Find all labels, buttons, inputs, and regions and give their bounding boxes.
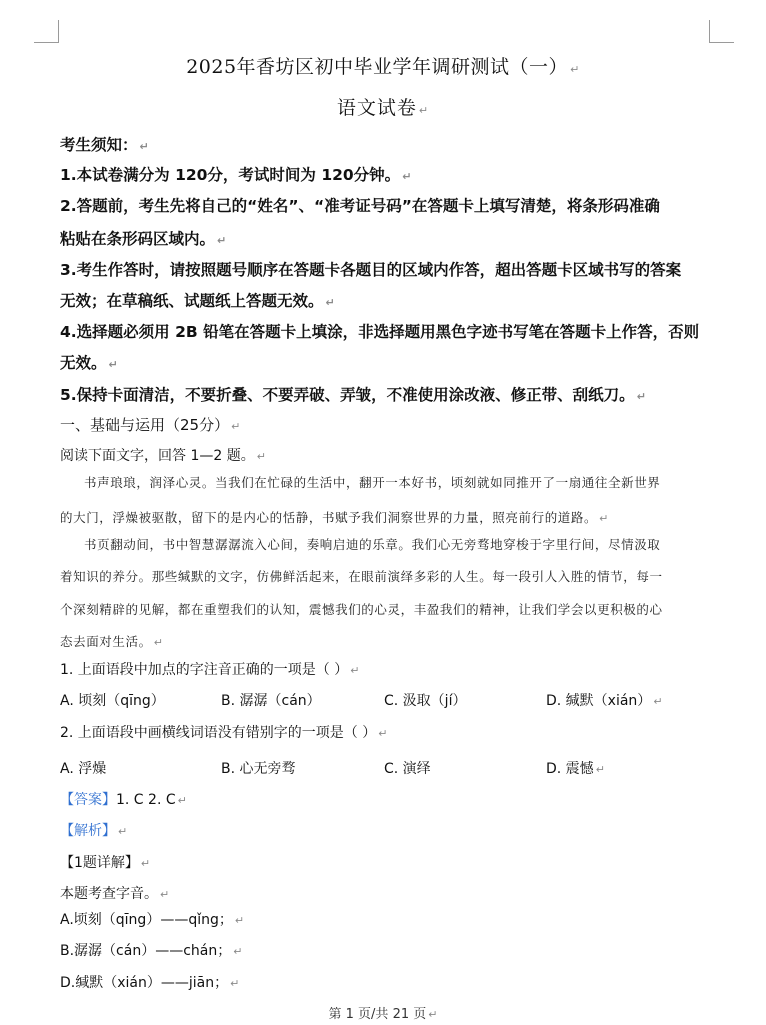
exam-title: 2025年香坊区初中毕业学年调研测试（一） ↵	[186, 56, 580, 78]
question-option: C. 汲取（jí）	[384, 693, 467, 709]
passage-line: 个深刻精辟的见解，都在重塑我们的认知，震憾我们的心灵，丰盈我们的精神，让我们学会以更积极的心	[60, 602, 663, 617]
notice-item: 无效；在草稿纸、试题纸上答题无效。 ↵	[60, 292, 335, 310]
analysis-line: B.潺潺（cán）——chán； ↵	[60, 943, 243, 959]
section-heading: 一、基础与运用（25分） ↵	[60, 416, 241, 434]
passage-line: 的大门，浮燥被驱散，留下的是内心的恬静，书赋予我们洞察世界的力量，照亮前行的道路。 ↵	[60, 510, 609, 525]
notice-item: 无效。 ↵	[60, 354, 118, 372]
question-option: B. 潺潺（cán）	[221, 693, 321, 709]
passage-line: 态去面对生活。 ↵	[60, 634, 164, 649]
question-option: C. 演绎	[384, 761, 431, 777]
reading-instruction: 阅读下面文字，回答 1—2 题。 ↵	[60, 448, 266, 464]
notice-item: 4.选择题必须用 2B 铅笔在答题卡上填涂，非选择题用黑色字迹书写笔在答题卡上作答，否则	[60, 323, 700, 341]
question-stem: 1. 上面语段中加点的字注音正确的一项是（ ） ↵	[60, 662, 360, 678]
question-stem: 2. 上面语段中画横线词语没有错别字的一项是（ ） ↵	[60, 725, 388, 741]
question-option: D. 震憾 ↵	[546, 761, 605, 777]
notice-item: 2.答题前，考生先将自己的“姓名”、“准考证号码”在答题卡上填写清楚，将条形码准确	[60, 197, 660, 215]
question-option: A. 顷刻（qīng）	[60, 693, 165, 709]
notice-heading: 考生须知： ↵	[60, 136, 149, 154]
question-option: B. 心无旁骛	[221, 761, 296, 777]
question-option: A. 浮燥	[60, 761, 107, 777]
analysis-label: 【解析】 ↵	[60, 823, 128, 839]
page-footer: 第 1 页/共 21 页 ↵	[328, 1007, 438, 1022]
passage-line: 着知识的养分。那些缄默的文字，仿佛鲜活起来，在眼前演绎多彩的人生。每一段引人入胜的情节，每一	[60, 569, 663, 584]
passage-line: 书页翻动间，书中智慧潺潺流入心间，奏响启迪的乐章。我们心无旁骛地穿梭于字里行间，尽情汲取	[84, 537, 661, 552]
crop-mark-top-left	[34, 20, 59, 43]
question-option: D. 缄默（xián） ↵	[546, 693, 663, 709]
analysis-detail-heading: 【1题详解】 ↵	[60, 855, 151, 871]
notice-item: 1.本试卷满分为 120分，考试时间为 120分钟。 ↵	[60, 166, 412, 184]
analysis-line: D.缄默（xián）——jiān； ↵	[60, 975, 240, 991]
analysis-line: A.顷刻（qīng）——qǐng； ↵	[60, 912, 245, 928]
crop-mark-top-right	[709, 20, 734, 43]
passage-line: 书声琅琅，润泽心灵。当我们在忙碌的生活中，翻开一本好书，顷刻就如同推开了一扇通往全新世界	[84, 475, 661, 490]
analysis-line: 本题考查字音。 ↵	[60, 886, 170, 902]
answer-line: 【答案】1. C 2. C ↵	[60, 792, 187, 808]
exam-subtitle: 语文试卷 ↵	[336, 97, 430, 119]
answer-label: 【答案】	[60, 792, 116, 808]
notice-item: 5.保持卡面清洁，不要折叠、不要弄破、弄皱，不准使用涂改液、修正带、刮纸刀。 ↵	[60, 386, 646, 404]
notice-item: 粘贴在条形码区域内。 ↵	[60, 230, 227, 248]
notice-item: 3.考生作答时，请按照题号顺序在答题卡各题目的区域内作答，超出答题卡区域书写的答案	[60, 261, 682, 279]
